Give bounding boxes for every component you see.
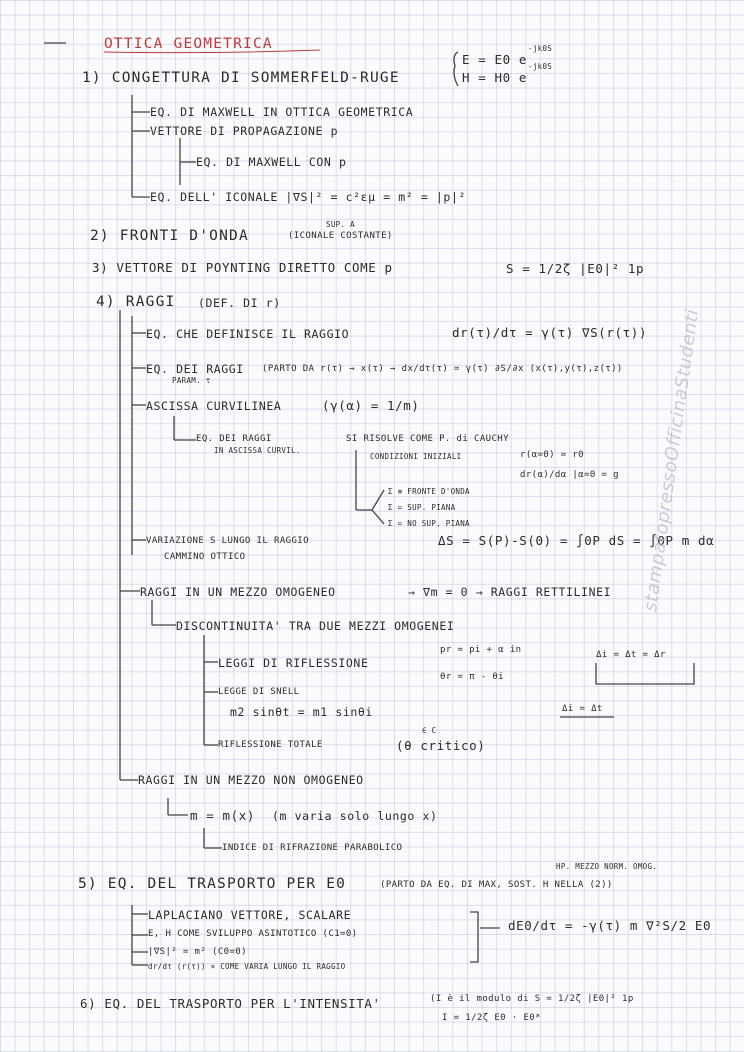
watermark: stampatopressoOfficinaStudenti bbox=[640, 307, 704, 613]
s4-cauchy: SI RISOLVE COME P. di CAUCHY bbox=[346, 434, 509, 444]
s5-sviluppo: E, H COME SVILUPPO ASINTOTICO (C1=0) bbox=[148, 929, 358, 939]
s4-riflessione-totale-formula: (θ critico) bbox=[396, 738, 486, 753]
s4-omogeneo: RAGGI IN UN MEZZO OMOGENEO bbox=[140, 585, 336, 599]
poynting-formula: S = 1/2ζ |E0|² 1p bbox=[506, 261, 645, 276]
s4-mx: m = m(x) bbox=[190, 808, 256, 823]
s1-item-maxwell-p: EQ. DI MAXWELL CON p bbox=[196, 155, 347, 169]
s5-varia: dr/dτ (r(τ)) × COME VARIA LUNGO IL RAGGIO bbox=[148, 962, 346, 971]
s5-trasporto-formula: dE0/dτ = -γ(τ) m ∇²S/2 E0 bbox=[508, 918, 712, 933]
eq-e-field: E = E0 e bbox=[462, 52, 528, 67]
s6-note-1: (I è il modulo di S = 1/2ζ |E0|² 1p bbox=[430, 994, 634, 1004]
s4-sigma-2: Σ = SUP. PIANA bbox=[388, 503, 456, 512]
s4-riflessione: LEGGI DI RIFLESSIONE bbox=[218, 656, 369, 670]
eq-h-exponent: -jk0S bbox=[528, 62, 553, 71]
section-4-heading: 4) RAGGI bbox=[96, 294, 176, 310]
s4-def: (DEF. DI r) bbox=[198, 296, 281, 310]
s1-item-vettore: VETTORE DI PROPAGAZIONE p bbox=[150, 124, 339, 138]
s4-cond-formula-1: r(α=0) = r0 bbox=[520, 450, 585, 460]
s4-variazione: VARIAZIONE S LUNGO IL RAGGIO bbox=[146, 536, 309, 546]
s4-riflessione-totale: RIFLESSIONE TOTALE bbox=[218, 740, 323, 750]
s4-riflessione-box: Δi = Δt = Δr bbox=[596, 650, 666, 660]
s4-mx-note: (m varia solo lungo x) bbox=[272, 809, 438, 823]
s2-note: (ICONALE COSTANTE) bbox=[288, 231, 393, 241]
page-title: OTTICA GEOMETRICA bbox=[104, 36, 273, 52]
s1-item-iconale: EQ. DELL' ICONALE |∇S|² = c²εμ = m² = |p|² bbox=[150, 190, 466, 204]
s4-variazione-formula: ΔS = S(P)-S(0) = ∫0P dS = ∫0P m dα bbox=[438, 533, 715, 548]
s4-riflessione-f1: pr = pi + α in bbox=[440, 645, 522, 655]
s4-snell: LEGGE DI SNELL bbox=[218, 687, 300, 697]
s4-eq-raggi-param: PARAM. τ bbox=[172, 376, 211, 385]
section-1-heading: 1) CONGETTURA DI SOMMERFELD-RUGE bbox=[82, 70, 400, 86]
s4-riflessione-totale-sup: ∈ C bbox=[422, 726, 437, 735]
s4-sigma-1: Σ ≡ FRONTE D'ONDA bbox=[388, 487, 470, 496]
s4-eq-raggio-formula: dr(τ)/dτ = γ(τ) ∇S(r(τ)) bbox=[452, 325, 648, 340]
s4-non-omogeneo: RAGGI IN UN MEZZO NON OMOGENEO bbox=[138, 773, 364, 787]
section-3-heading: 3) VETTORE DI POYNTING DIRETTO COME p bbox=[92, 260, 393, 275]
s4-eq-raggio: EQ. CHE DEFINISCE IL RAGGIO bbox=[146, 327, 350, 341]
eq-e-exponent: -jk0S bbox=[528, 44, 553, 53]
s4-eq-raggi-formula: (PARTO DA r(τ) → x(τ) → dx/dτ(τ) = γ(τ) ∂S/∂x (x(τ),y(τ),z(τ)) bbox=[262, 364, 623, 374]
s6-note-2: I = 1/2ζ E0 · E0* bbox=[442, 1013, 541, 1023]
s4-riflessione-f2: θr = π - θi bbox=[440, 672, 505, 682]
s4-sigma-3: Σ = NO SUP. PIANA bbox=[388, 519, 470, 528]
section-2-heading: 2) FRONTI D'ONDA bbox=[90, 228, 249, 244]
s4-snell-box: Δi = Δt bbox=[562, 704, 603, 714]
s4-ascissa: ASCISSA CURVILINEA bbox=[146, 399, 282, 413]
s4-eq-raggi-ascissa-sub: IN ASCISSA CURVIL. bbox=[214, 446, 301, 455]
s5-heading-note: (PARTO DA EQ. DI MAX, SOST. H NELLA (2)) bbox=[380, 880, 613, 890]
s4-cammino: CAMMINO OTTICO bbox=[164, 552, 246, 562]
s4-omogeneo-formula: → ∇m = 0 → RAGGI RETTILINEI bbox=[408, 585, 612, 599]
section-6-heading: 6) EQ. DEL TRASPORTO PER L'INTENSITA' bbox=[80, 996, 381, 1011]
s2-note-top: SUP. A bbox=[326, 220, 355, 229]
s5-hp-note: HP. MEZZO NORM. OMOG. bbox=[556, 862, 658, 871]
s1-item-maxwell: EQ. DI MAXWELL IN OTTICA GEOMETRICA bbox=[150, 105, 414, 119]
s4-eq-raggi: EQ. DEI RAGGI bbox=[146, 362, 244, 376]
s4-snell-formula: m2 sinθt = m1 sinθi bbox=[230, 705, 373, 719]
s4-discontinuita: DISCONTINUITA' TRA DUE MEZZI OMOGENEI bbox=[176, 619, 455, 633]
section-5-heading: 5) EQ. DEL TRASPORTO PER E0 bbox=[78, 876, 347, 892]
eq-h-field: H = H0 e bbox=[462, 70, 528, 85]
s4-cond-formula-2: dr(α)/dα |α=0 = g bbox=[520, 470, 619, 480]
s5-laplaciano: LAPLACIANO VETTORE, SCALARE bbox=[148, 908, 352, 922]
s4-parabolico: INDICE DI RIFRAZIONE PARABOLICO bbox=[222, 843, 403, 853]
s4-ascissa-formula: (γ(α) = 1/m) bbox=[322, 398, 420, 413]
s4-eq-raggi-ascissa: EQ. DEI RAGGI bbox=[196, 434, 272, 444]
s5-iconale: |∇S|² = m² (C0=0) bbox=[148, 947, 247, 957]
s4-condizioni: CONDIZIONI INIZIALI bbox=[370, 452, 462, 461]
